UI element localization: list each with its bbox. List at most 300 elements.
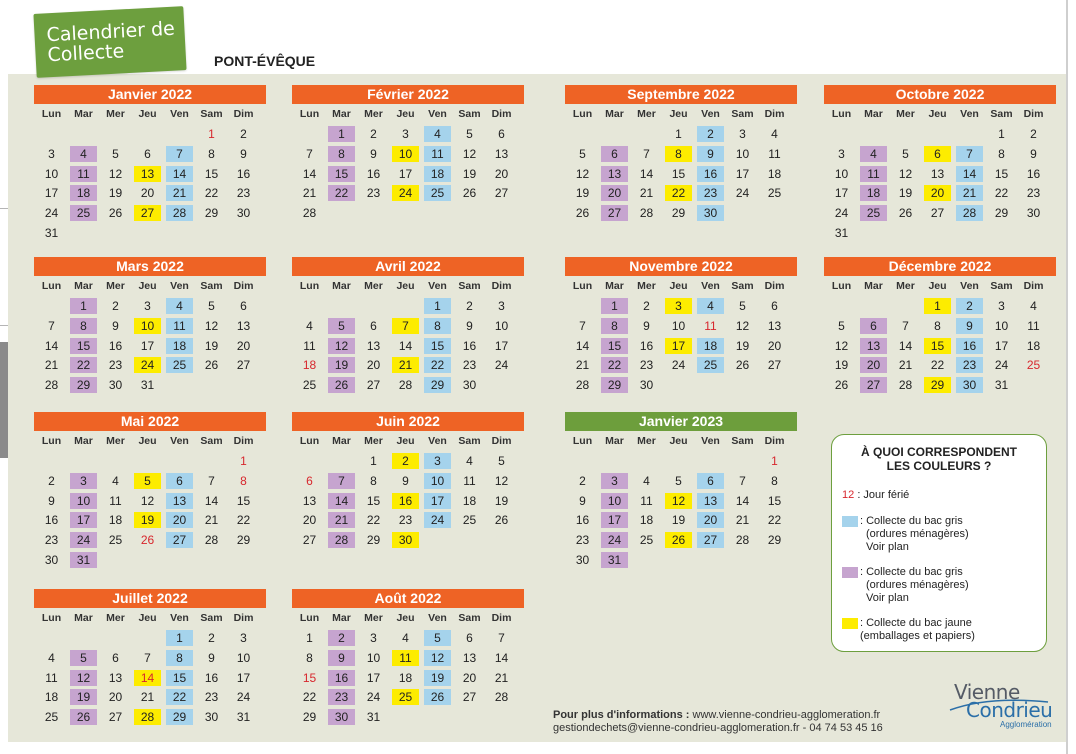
day-cell: 5 [838,318,845,333]
day-cell-yellow: 1 [924,298,951,314]
day-cell-purple: 13 [601,166,628,182]
legend-yellow-line2: (emballages et papiers) [860,630,975,642]
day-cell-grey: 8 [424,318,451,334]
day-cell-grey: 25 [697,357,724,373]
day-cell: 8 [771,473,778,488]
day-cell: 7 [739,473,746,488]
logo-line1: Vienne [954,680,1020,704]
day-cell-purple: 17 [70,512,97,528]
weekday-label: Lun [572,435,593,447]
day-cell: 19 [462,166,477,181]
day-cell: 26 [462,186,477,201]
day-cell: 25 [639,533,654,548]
weekday-label: Sam [458,612,481,624]
commune-name: PONT-ÉVÊQUE [214,53,316,69]
day-cell: 10 [994,318,1009,333]
day-cell: 17 [735,166,750,181]
day-cell: 16 [1026,166,1041,181]
day-cell-yellow: 5 [134,473,161,489]
day-cell-grey: 15 [424,338,451,354]
day-cell: 7 [579,318,586,333]
footer-email[interactable]: gestiondechets@vienne-condrieu-agglomeration.fr [553,722,800,734]
day-cell: 4 [771,127,778,141]
day-cell-yellow: 6 [924,146,951,162]
day-cell-grey: 21 [956,185,983,201]
left-grey-bar [0,342,8,458]
day-cell: 18 [1026,338,1041,353]
day-cell: 2 [1030,127,1037,141]
day-cell: 27 [302,533,317,548]
day-cell: 7 [48,318,55,333]
weekday-label: Mer [364,612,383,624]
day-cell-yellow: 25 [392,689,419,705]
day-cell-grey: 18 [166,338,193,354]
weekday-label: Dim [491,612,512,624]
day-cell: 26 [735,358,750,373]
weekday-label: Lun [41,280,62,292]
footer-line1 [553,709,883,722]
day-cell-grey: 4 [424,126,451,142]
day-cell: 29 [994,206,1009,221]
day-cell-yellow: 27 [134,205,161,221]
weekday-label: Lun [572,280,593,292]
day-cell: 30 [575,553,590,567]
weekday-header [565,433,797,453]
weekday-label: Lun [831,280,852,292]
day-cell: 5 [902,146,909,161]
day-cell: 18 [639,513,654,528]
day-cell: 28 [898,378,913,393]
day-cell: 25 [44,710,59,725]
day-cell: 14 [44,338,59,353]
weekday-header [34,278,266,298]
day-cell: 17 [398,166,413,181]
day-cell-grey: 27 [166,532,193,548]
day-cell-purple: 25 [860,205,887,221]
weekday-label: Mar [74,435,93,447]
day-cell-grey: 15 [166,670,193,686]
day-cell: 12 [140,493,155,508]
day-cell: 12 [108,166,123,181]
weekday-header [565,106,797,126]
days-grid [292,630,524,750]
day-cell-purple: 17 [601,512,628,528]
day-cell: 14 [494,650,509,665]
day-cell: 13 [462,650,477,665]
day-cell: 8 [934,318,941,333]
day-cell: 10 [735,146,750,161]
weekday-label: Jeu [928,108,947,120]
day-cell: 4 [643,473,650,488]
day-cell: 23 [1026,186,1041,201]
day-cell: 23 [398,513,413,528]
day-cell-grey: 11 [424,146,451,162]
day-cell: 5 [466,127,473,141]
day-cell: 21 [898,358,913,373]
day-cell-grey: 20 [166,512,193,528]
day-cell-yellow: 21 [392,357,419,373]
weekday-label: Sam [200,435,223,447]
legend-title-line2: LES COULEURS ? [886,459,992,473]
day-cell: 31 [236,710,251,725]
day-cell: 26 [575,206,590,221]
day-cell: 2 [579,473,586,488]
day-cell-purple: 18 [70,185,97,201]
day-cell-purple: 5 [70,650,97,666]
day-cell: 15 [204,166,219,181]
day-cell-purple: 20 [860,357,887,373]
weekday-label: Mar [74,280,93,292]
day-cell-purple: 18 [860,185,887,201]
day-cell: 3 [998,299,1005,313]
day-cell-grey: 30 [697,205,724,221]
legend-title-line1: À QUOI CORRESPONDENT [860,445,1017,459]
day-cell: 21 [575,358,590,373]
days-grid [292,453,524,573]
day-cell: 7 [306,146,313,161]
day-cell: 25 [462,513,477,528]
day-cell: 2 [208,631,215,645]
weekday-label: Ven [170,612,189,624]
day-cell: 8 [998,146,1005,161]
day-cell: 5 [208,299,215,313]
weekday-label: Mar [605,435,624,447]
day-cell-yellow: 24 [392,185,419,201]
day-cell: 11 [768,146,781,161]
footer-label: Pour plus d'informations : [553,709,690,721]
day-cell: 25 [108,533,123,548]
day-cell: 19 [735,338,750,353]
day-cell-yellow: 15 [924,338,951,354]
day-cell: 3 [498,299,505,313]
day-cell: 8 [240,473,247,488]
weekday-label: Mer [896,108,915,120]
weekday-label: Ven [170,108,189,120]
day-cell-yellow: 8 [665,146,692,162]
day-cell: 21 [140,690,155,705]
day-cell: 18 [767,166,782,181]
month-mars-2022 [34,257,266,418]
day-cell-grey: 25 [424,185,451,201]
day-cell: 23 [44,533,59,548]
weekday-label: Mer [637,280,656,292]
weekday-label: Mar [332,612,351,624]
day-cell-grey: 19 [424,670,451,686]
day-cell: 5 [579,146,586,161]
month-title: Octobre 2022 [824,85,1056,104]
month-title: Août 2022 [292,589,524,608]
day-cell-purple: 11 [860,166,887,182]
day-cell: 23 [204,690,219,705]
weekday-label: Sam [458,435,481,447]
day-cell: 14 [898,338,913,353]
day-cell: 5 [739,299,746,313]
weekday-label: Dim [233,435,254,447]
weekday-label: Jeu [138,435,157,447]
day-cell: 9 [112,318,119,333]
day-cell: 19 [834,358,849,373]
weekday-label: Ven [170,280,189,292]
day-cell-yellow: 11 [392,650,419,666]
day-cell: 26 [494,513,509,528]
day-cell-purple: 15 [70,338,97,354]
day-cell: 5 [498,454,505,468]
day-cell: 9 [370,146,377,161]
days-grid [565,126,797,246]
day-cell-grey: 24 [424,512,451,528]
color-legend [831,434,1047,652]
weekday-header [565,278,797,298]
day-cell-grey: 12 [424,650,451,666]
footer-info [553,709,883,735]
day-cell: 1 [208,127,215,141]
day-cell-purple: 24 [601,532,628,548]
weekday-label: Sam [200,108,223,120]
month-title: Décembre 2022 [824,257,1056,276]
weekday-label: Mar [74,612,93,624]
day-cell: 27 [462,690,477,705]
day-cell-grey: 6 [166,473,193,489]
legend-holiday-number: 12 [842,489,855,501]
weekday-label: Jeu [138,280,157,292]
day-cell: 15 [994,166,1009,181]
weekday-label: Jeu [138,108,157,120]
day-cell: 28 [204,533,219,548]
day-cell-purple: 28 [328,532,355,548]
day-cell: 2 [370,127,377,141]
weekday-label: Mar [74,108,93,120]
day-cell: 3 [402,127,409,141]
day-cell: 21 [302,186,317,201]
day-cell: 12 [462,146,477,161]
day-cell-purple: 8 [601,318,628,334]
legend-grey-line1: : Collecte du bac gris [860,515,963,527]
day-cell: 28 [639,206,654,221]
day-cell-purple: 27 [601,205,628,221]
day-cell-purple: 30 [328,709,355,725]
month-janvier-2023 [565,412,797,573]
day-cell: 17 [44,186,59,201]
title-tag [33,6,186,78]
weekday-label: Dim [233,612,254,624]
day-cell: 11 [45,670,58,685]
day-cell: 24 [236,690,251,705]
day-cell: 16 [236,166,251,181]
day-cell: 3 [240,631,247,645]
day-cell: 13 [366,338,381,353]
day-cell-grey: 25 [166,357,193,373]
weekday-label: Dim [1023,280,1044,292]
day-cell: 26 [834,378,849,393]
day-cell-grey: 16 [697,166,724,182]
day-cell: 20 [302,513,317,528]
day-cell: 26 [108,206,123,221]
weekday-label: Jeu [669,108,688,120]
day-cell-purple: 20 [601,185,628,201]
day-cell: 24 [366,690,381,705]
month-novembre-2022 [565,257,797,418]
day-cell: 2 [466,299,473,313]
weekday-label: Jeu [396,280,415,292]
weekday-label: Dim [764,280,785,292]
month-title: Mai 2022 [34,412,266,431]
weekday-label: Sam [731,280,754,292]
day-cell: 27 [494,186,509,201]
weekday-label: Lun [41,435,62,447]
weekday-header [292,278,524,298]
weekday-label: Mar [605,280,624,292]
day-cell: 10 [671,318,686,333]
day-cell-yellow: 7 [392,318,419,334]
day-cell: 10 [366,650,381,665]
footer-website[interactable]: www.vienne-condrieu-agglomeration.fr [692,709,881,721]
day-cell: 3 [144,299,151,313]
day-cell-grey: 13 [697,493,724,509]
day-cell-purple: 7 [328,473,355,489]
day-cell: 16 [204,670,219,685]
day-cell: 30 [108,378,123,393]
day-cell: 21 [44,358,59,373]
day-cell: 27 [236,358,251,373]
day-cell: 15 [236,493,251,508]
weekday-label: Jeu [669,435,688,447]
day-cell: 22 [204,186,219,201]
legend-purple-line3: Voir plan [866,592,909,604]
day-cell-grey: 8 [166,650,193,666]
day-cell: 22 [302,690,317,705]
weekday-label: Mar [332,108,351,120]
day-cell-grey: 4 [166,298,193,314]
day-cell: 19 [108,186,123,201]
day-cell: 19 [204,338,219,353]
day-cell-purple: 11 [70,166,97,182]
weekday-label: Jeu [396,435,415,447]
day-cell: 14 [398,338,413,353]
day-cell-grey: 6 [697,473,724,489]
day-cell: 17 [834,186,849,201]
day-cell: 7 [902,318,909,333]
day-cell-purple: 2 [328,630,355,646]
day-cell: 7 [144,650,151,665]
day-cell: 9 [48,493,55,508]
day-cell: 26 [898,206,913,221]
day-cell: 23 [108,358,123,373]
day-cell: 29 [236,533,251,548]
day-cell: 6 [144,146,151,161]
weekday-label: Ven [960,108,979,120]
day-cell: 15 [671,166,686,181]
day-cell: 31 [834,226,849,240]
day-cell: 1 [306,631,313,645]
tag-title-line2: Collecte [47,40,125,67]
day-cell-yellow: 19 [134,512,161,528]
day-cell: 25 [767,186,782,201]
weekday-label: Mar [332,280,351,292]
day-cell-purple: 26 [328,377,355,393]
day-cell-purple: 6 [860,318,887,334]
day-cell: 23 [575,533,590,548]
day-cell: 3 [739,127,746,141]
weekday-label: Ven [428,108,447,120]
day-cell: 25 [1026,358,1041,373]
weekday-label: Ven [428,280,447,292]
legend-swatch-purple [842,567,858,578]
day-cell-purple: 5 [328,318,355,334]
day-cell-grey: 16 [956,338,983,354]
day-cell: 30 [1026,206,1041,221]
weekday-label: Mer [106,612,125,624]
day-cell-purple: 13 [860,338,887,354]
weekday-label: Dim [491,280,512,292]
day-cell: 5 [112,146,119,161]
days-grid [824,298,1056,418]
weekday-header [292,106,524,126]
day-cell-purple: 15 [328,166,355,182]
legend-swatch-yellow [842,618,858,629]
day-cell: 13 [494,146,509,161]
day-cell: 21 [204,513,219,528]
day-cell: 12 [494,473,509,488]
day-cell-grey: 7 [956,146,983,162]
weekday-label: Mer [364,435,383,447]
day-cell: 20 [108,690,123,705]
day-cell: 30 [236,206,251,221]
day-cell: 18 [44,690,59,705]
weekday-label: Lun [41,108,62,120]
day-cell: 20 [767,338,782,353]
month-octobre-2022 [824,85,1056,246]
day-cell-purple: 19 [70,689,97,705]
left-tick [0,325,8,326]
day-cell: 22 [930,358,945,373]
month-title: Juin 2022 [292,412,524,431]
month-janvier-2022 [34,85,266,246]
weekday-label: Dim [764,435,785,447]
day-cell: 27 [930,206,945,221]
day-cell-grey: 27 [697,532,724,548]
day-cell-yellow: 2 [392,453,419,469]
day-cell: 11 [640,493,653,508]
day-cell-purple: 22 [70,357,97,373]
day-cell-grey: 18 [424,166,451,182]
day-cell: 24 [735,186,750,201]
weekday-label: Sam [990,280,1013,292]
day-cell-grey: 13 [166,493,193,509]
day-cell-yellow: 14 [134,670,161,686]
day-cell: 10 [44,166,59,181]
day-cell: 12 [204,318,219,333]
weekday-label: Sam [731,108,754,120]
day-cell: 18 [398,670,413,685]
day-cell: 29 [302,710,317,725]
day-cell-purple: 22 [601,357,628,373]
weekday-label: Sam [731,435,754,447]
day-cell: 1 [771,454,778,468]
footer-phone: - 04 74 53 45 16 [799,722,883,734]
weekday-label: Mar [864,280,883,292]
weekday-label: Ven [701,108,720,120]
day-cell-purple: 22 [328,185,355,201]
weekday-label: Dim [1023,108,1044,120]
day-cell-grey: 21 [166,185,193,201]
day-cell: 2 [643,299,650,313]
day-cell-purple: 16 [328,670,355,686]
days-grid [565,453,797,573]
day-cell-grey: 28 [956,205,983,221]
day-cell-grey: 7 [166,146,193,162]
day-cell: 20 [462,670,477,685]
weekday-header [824,278,1056,298]
